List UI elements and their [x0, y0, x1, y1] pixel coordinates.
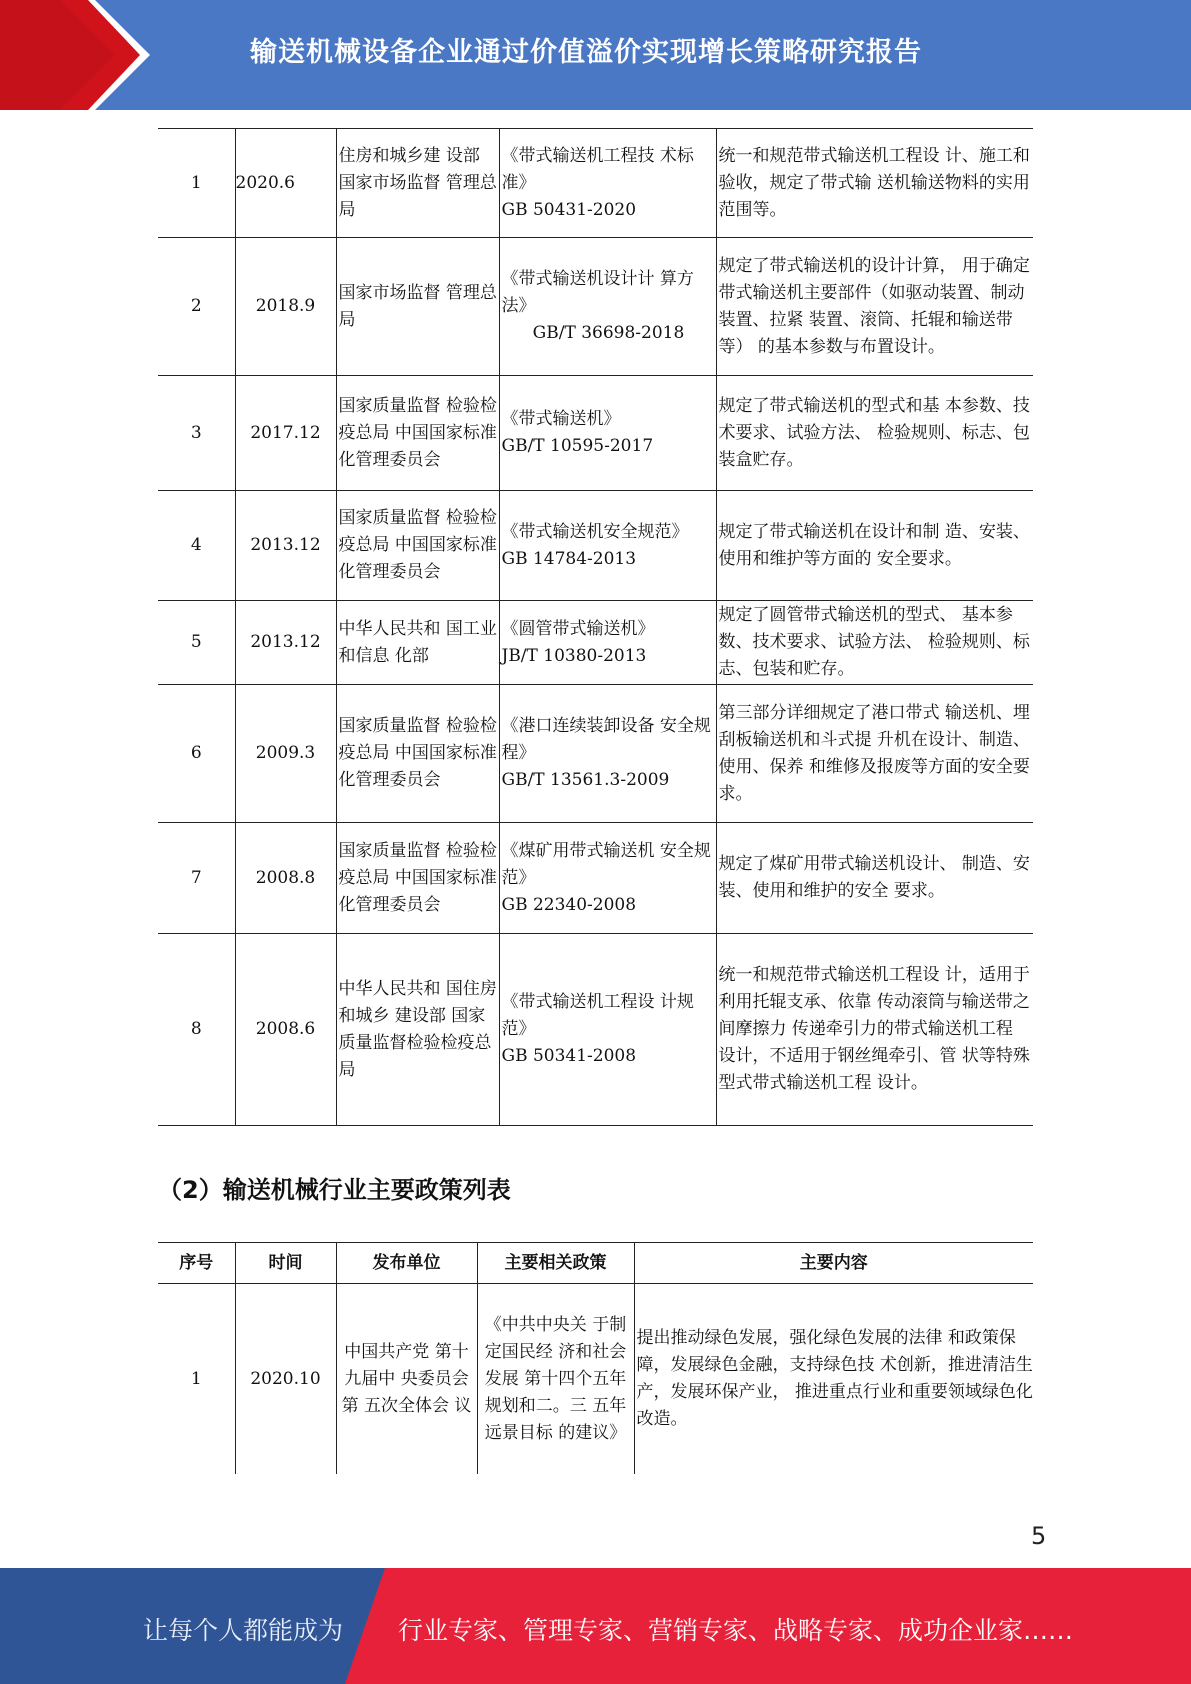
- standard-name: 《圆管带式输送机》: [501, 618, 655, 639]
- row-date: 2020.10: [235, 1284, 336, 1475]
- row-content: 规定了煤矿用带式输送机设计、 制造、安装、使用和维护的安全 要求。: [716, 823, 1033, 934]
- standard-code: GB 14784-2013: [501, 548, 637, 569]
- row-date: 2020.6: [235, 129, 336, 238]
- footer-slogan-left: 让每个人都能成为: [143, 1616, 344, 1645]
- row-standard: [499, 491, 716, 601]
- row-issuer: [336, 129, 499, 238]
- row-number: 5: [158, 601, 235, 685]
- table-header-row: [158, 1243, 1033, 1284]
- row-standard: [499, 376, 716, 491]
- row-date: 2013.12: [235, 491, 336, 601]
- standard-code: GB 22340-2008: [501, 894, 637, 915]
- standard-code: JB/T 10380-2013: [501, 645, 647, 666]
- standard-name: 《带式输送机设计计 算方法》: [501, 269, 694, 316]
- row-date: 2013.12: [235, 601, 336, 685]
- row-standard: [499, 238, 716, 376]
- row-date: 2008.8: [235, 823, 336, 934]
- issuer-line: 中华人民共和 国工业和信息 化部: [338, 618, 497, 666]
- page-footer: [0, 1568, 1191, 1684]
- column-header: 发布单位: [336, 1243, 477, 1284]
- row-number: 3: [158, 376, 235, 491]
- standard-name: 《带式输送机工程设 计规范》: [501, 992, 694, 1039]
- standard-name: 《煤矿用带式输送机 安全规范》: [501, 840, 711, 888]
- row-standard: [499, 685, 716, 823]
- table-row: [158, 934, 1033, 1126]
- standard-code: GB/T 10595-2017: [501, 436, 654, 456]
- column-header: 时间: [235, 1243, 336, 1284]
- row-date: 2008.6: [235, 934, 336, 1126]
- issuer-line: 中华人民共和 国住房和城乡 建设部 国家质量监督检验检疫总局: [338, 978, 497, 1080]
- row-issuer: [336, 238, 499, 376]
- standard-code: GB 50431-2020: [501, 199, 637, 220]
- standard-name: 《带式输送机》: [501, 409, 621, 429]
- row-date: 2017.12: [235, 376, 336, 491]
- section-title: （2）输送机械行业主要政策列表: [158, 1176, 511, 1204]
- row-number: 4: [158, 491, 235, 601]
- policy-table: [158, 1242, 1033, 1474]
- row-content: 统一和规范带式输送机工程设 计、施工和验收，规定了带式输 送机输送物料的实用范围等。: [716, 129, 1033, 238]
- table-row: [158, 1284, 1033, 1475]
- issuer-line: 国家质量监督 检验检疫总局 中国国家标准 化管理委员会: [338, 508, 497, 582]
- issuer-line: 国家市场监督 管理总局: [338, 172, 497, 220]
- row-number: 7: [158, 823, 235, 934]
- standard-name: 《港口连续装卸设备 安全规程》: [501, 716, 711, 763]
- row-content: 规定了带式输送机的设计计算， 用于确定带式输送机主要部件（如驱动装置、制动装置、拉紧 装置、滚筒、托辊和输送带等） 的基本参数与布置设计。: [716, 238, 1033, 376]
- row-standard: [499, 934, 716, 1126]
- column-header: 主要内容: [634, 1243, 1033, 1284]
- issuer-line: 国家市场监督 管理总局: [338, 282, 497, 330]
- column-header: 主要相关政策: [477, 1243, 634, 1284]
- row-issuer: [336, 685, 499, 823]
- standard-name: 《带式输送机安全规范》: [501, 521, 689, 542]
- table-row: [158, 238, 1033, 376]
- table-row: [158, 376, 1033, 491]
- row-number: 6: [158, 685, 235, 823]
- issuer-line: 国家质量监督 检验检疫总局 中国国家标准化管理委员会: [338, 395, 497, 470]
- row-issuer: [336, 823, 499, 934]
- row-content: 第三部分详细规定了港口带式 输送机、埋刮板输送机和斗式提 升机在设计、制造、使用、保养 和维修及报废等方面的安全要 求。: [716, 685, 1033, 823]
- row-content: 统一和规范带式输送机工程设 计，适用于利用托辊支承、依靠 传动滚筒与输送带之间摩擦力 传递牵引力的带式输送机工程 设计，不适用于钢丝绳牵引、管 状等特殊型式带式输送机工程 设计。: [716, 934, 1033, 1126]
- row-policy: 《中共中央关 于制定国民经 济和社会发展 第十四个五年 规划和二。三 五年远景目标 的建议》: [477, 1284, 634, 1475]
- row-issuer: [336, 376, 499, 491]
- standard-name: 《带式输送机工程技 术标准》: [501, 145, 694, 193]
- row-date: 2009.3: [235, 685, 336, 823]
- page-header: [0, 0, 1191, 110]
- table-row: [158, 601, 1033, 685]
- row-number: 2: [158, 238, 235, 376]
- table-row: [158, 823, 1033, 934]
- column-header: 序号: [158, 1243, 235, 1284]
- standard-code: GB 50341-2008: [501, 1046, 637, 1066]
- table-row: [158, 685, 1033, 823]
- row-issuer: [336, 934, 499, 1126]
- standard-code: GB/T 13561.3-2009: [501, 770, 670, 790]
- row-number: 1: [158, 129, 235, 238]
- row-content: 提出推动绿色发展，强化绿色发展的法律 和政策保障，发展绿色金融，支持绿色技 术创新，推进清洁生产，发展环保产业， 推进重点行业和重要领域绿色化改造。: [636, 1328, 1033, 1429]
- row-content: 规定了带式输送机的型式和基 本参数、技术要求、试验方法、 检验规则、标志、包装盒贮存。: [716, 376, 1033, 491]
- row-issuer: [336, 491, 499, 601]
- table-row: [158, 129, 1033, 238]
- standard-code: GB/T 36698-2018: [532, 323, 685, 343]
- row-standard: [499, 129, 716, 238]
- standards-table: [158, 128, 1033, 1126]
- row-standard: [499, 601, 716, 685]
- issuer-line: 住房和城乡建 设部: [338, 145, 480, 166]
- row-issuer: 中国共产党 第十九届中 央委员会第 五次全体会 议: [336, 1284, 477, 1475]
- issuer-line: 国家质量监督 检验检疫总局 中国国家标准 化管理委员会: [338, 716, 497, 790]
- row-number: 1: [158, 1284, 235, 1475]
- row-content: 规定了带式输送机在设计和制 造、安装、使用和维护等方面的 安全要求。: [716, 491, 1033, 601]
- page-number: 5: [1031, 1522, 1047, 1550]
- row-standard: [499, 823, 716, 934]
- row-date: 2018.9: [235, 238, 336, 376]
- issuer-line: 国家质量监督 检验检疫总局 中国国家标准 化管理委员会: [338, 840, 497, 915]
- row-number: 8: [158, 934, 235, 1126]
- row-issuer: [336, 601, 499, 685]
- row-content: 规定了圆管带式输送机的型式、 基本参数、技术要求、试验方法、 检验规则、标志、包装和贮存。: [716, 601, 1033, 685]
- report-title: 输送机械设备企业通过价值溢价实现增长策略研究报告: [250, 37, 922, 68]
- footer-slogan-right: 行业专家、管理专家、营销专家、战略专家、成功企业家……: [398, 1616, 1074, 1645]
- table-row: [158, 491, 1033, 601]
